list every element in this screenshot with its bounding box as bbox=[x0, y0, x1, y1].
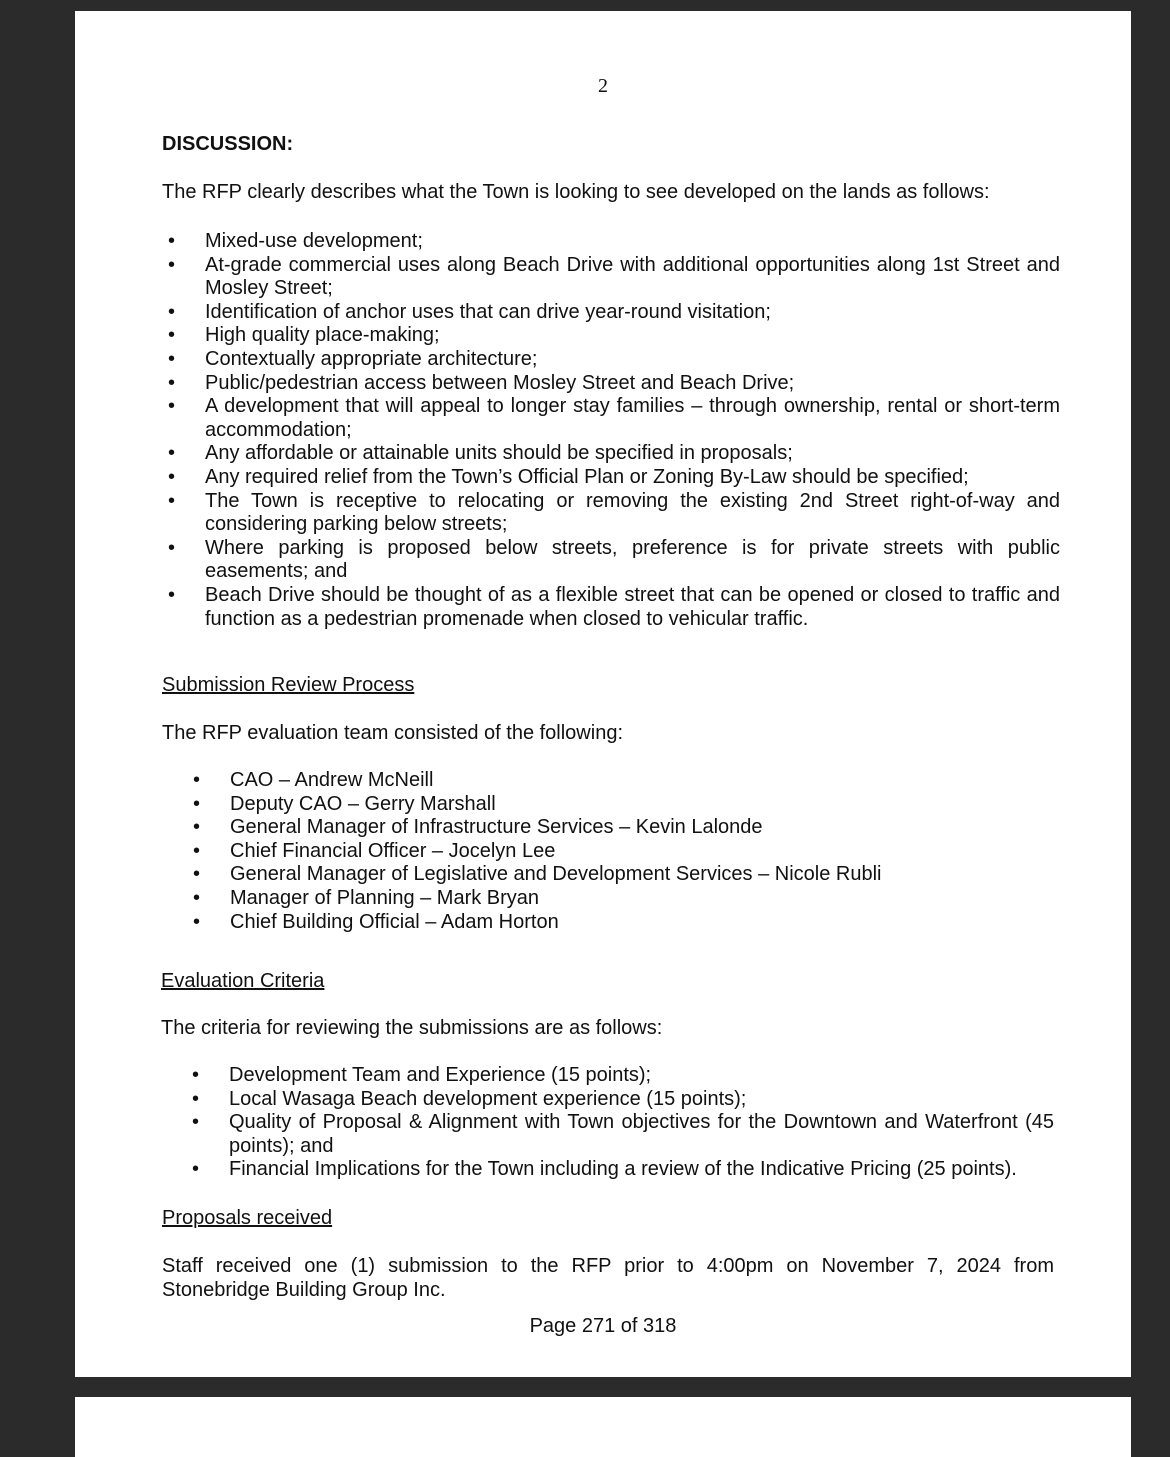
criteria-list bbox=[192, 1064, 1054, 1182]
bullet-icon: • bbox=[168, 395, 176, 418]
bullet-icon: • bbox=[192, 1158, 200, 1181]
discussion-heading: DISCUSSION: bbox=[162, 133, 294, 155]
list-item bbox=[168, 442, 1060, 466]
bullet-icon: • bbox=[168, 583, 176, 606]
list-item bbox=[192, 1088, 1054, 1112]
list-item bbox=[168, 395, 1060, 442]
bullet-icon: • bbox=[193, 792, 201, 815]
bullet-icon: • bbox=[168, 230, 176, 252]
list-item-text: Chief Financial Officer – Jocelyn Lee bbox=[230, 839, 556, 862]
list-item-text: General Manager of Infrastructure Services – Kevin Lalonde bbox=[230, 816, 763, 839]
bullet-icon: • bbox=[168, 465, 176, 488]
list-item bbox=[193, 769, 973, 793]
list-item-text: Where parking is proposed below streets, preference is for private streets with public easements; and bbox=[205, 536, 1060, 583]
bullet-icon: • bbox=[193, 863, 201, 886]
bullet-icon: • bbox=[168, 347, 176, 370]
bullet-icon: • bbox=[192, 1064, 200, 1086]
list-item-text: Local Wasaga Beach development experience (15 points); bbox=[229, 1087, 747, 1110]
list-item-text: Quality of Proposal & Alignment with Town objectives for the Downtown and Waterfront (45 points); and bbox=[229, 1111, 1054, 1157]
page-number: 2 bbox=[598, 75, 608, 97]
list-item bbox=[168, 537, 1060, 584]
bullet-icon: • bbox=[168, 489, 176, 512]
list-item bbox=[193, 887, 973, 911]
list-item bbox=[193, 863, 973, 887]
list-item-text: Chief Building Official – Adam Horton bbox=[230, 910, 559, 933]
bullet-icon: • bbox=[168, 442, 176, 465]
list-item bbox=[193, 840, 973, 864]
next-document-page bbox=[75, 1397, 1131, 1457]
criteria-intro: The criteria for reviewing the submissions are as follows: bbox=[161, 1017, 663, 1039]
list-item-text: High quality place-making; bbox=[205, 324, 440, 347]
list-item bbox=[168, 372, 1060, 396]
bullet-icon: • bbox=[168, 536, 176, 559]
page-footer: Page 271 of 318 bbox=[529, 1315, 677, 1337]
bullet-icon: • bbox=[193, 839, 201, 862]
list-item-text: A development that will appeal to longer stay families – through ownership, rental or short-term accommodation; bbox=[205, 395, 1060, 441]
list-item-text: CAO – Andrew McNeill bbox=[230, 769, 434, 791]
discussion-intro: The RFP clearly describes what the Town is looking to see developed on the lands as follows: bbox=[162, 181, 990, 203]
list-item-text: Beach Drive should be thought of as a flexible street that can be opened or closed to traffic and function as a pedestrian promenade when closed to vehicular traffic. bbox=[205, 583, 1060, 630]
list-item-text: The Town is receptive to relocating or removing the existing 2nd Street right-of-way and considering parking below streets; bbox=[205, 489, 1060, 536]
list-item bbox=[168, 230, 1060, 254]
bullet-icon: • bbox=[168, 300, 176, 323]
list-item bbox=[168, 584, 1060, 631]
list-item-text: Any affordable or attainable units should be specified in proposals; bbox=[205, 442, 793, 465]
list-item bbox=[168, 324, 1060, 348]
document-page bbox=[75, 11, 1131, 1377]
list-item bbox=[193, 793, 973, 817]
list-item bbox=[168, 466, 1060, 490]
list-item bbox=[192, 1158, 1054, 1182]
list-item bbox=[193, 911, 973, 935]
bullet-icon: • bbox=[193, 886, 201, 909]
list-item bbox=[168, 348, 1060, 372]
list-item-text: Any required relief from the Town’s Official Plan or Zoning By-Law should be specified; bbox=[205, 465, 969, 488]
proposals-heading: Proposals received bbox=[162, 1207, 333, 1229]
list-item bbox=[192, 1111, 1054, 1158]
bullet-icon: • bbox=[193, 769, 201, 791]
list-item-text: Manager of Planning – Mark Bryan bbox=[230, 886, 540, 909]
bullet-icon: • bbox=[168, 324, 176, 347]
list-item-text: Contextually appropriate architecture; bbox=[205, 347, 538, 370]
bullet-icon: • bbox=[193, 816, 201, 839]
development-list bbox=[168, 230, 1060, 631]
proposals-text: Staff received one (1) submission to the RFP prior to 4:00pm on November 7, 2024 from Stonebridge Building Group Inc. bbox=[162, 1255, 1054, 1301]
submission-review-heading: Submission Review Process bbox=[162, 674, 415, 696]
list-item bbox=[193, 816, 973, 840]
bullet-icon: • bbox=[168, 371, 176, 394]
team-list bbox=[193, 769, 973, 934]
list-item-text: Mixed-use development; bbox=[205, 230, 423, 252]
list-item bbox=[168, 301, 1060, 325]
list-item-text: Identification of anchor uses that can drive year-round visitation; bbox=[205, 300, 771, 323]
list-item-text: At-grade commercial uses along Beach Drive with additional opportunities along 1st Street and Mosley Street; bbox=[205, 253, 1060, 300]
list-item-text: Financial Implications for the Town including a review of the Indicative Pricing (25 points). bbox=[229, 1158, 1017, 1181]
bullet-icon: • bbox=[168, 253, 176, 276]
list-item bbox=[168, 490, 1060, 537]
bullet-icon: • bbox=[192, 1087, 200, 1110]
evaluation-criteria-heading: Evaluation Criteria bbox=[161, 970, 325, 992]
evaluation-team-intro: The RFP evaluation team consisted of the following: bbox=[162, 722, 623, 744]
list-item-text: Public/pedestrian access between Mosley Street and Beach Drive; bbox=[205, 371, 795, 394]
list-item-text: General Manager of Legislative and Development Services – Nicole Rubli bbox=[230, 863, 882, 886]
list-item bbox=[168, 254, 1060, 301]
bullet-icon: • bbox=[193, 910, 201, 933]
list-item-text: Deputy CAO – Gerry Marshall bbox=[230, 792, 496, 815]
list-item bbox=[192, 1064, 1054, 1088]
list-item-text: Development Team and Experience (15 points); bbox=[229, 1064, 652, 1086]
bullet-icon: • bbox=[192, 1111, 200, 1134]
